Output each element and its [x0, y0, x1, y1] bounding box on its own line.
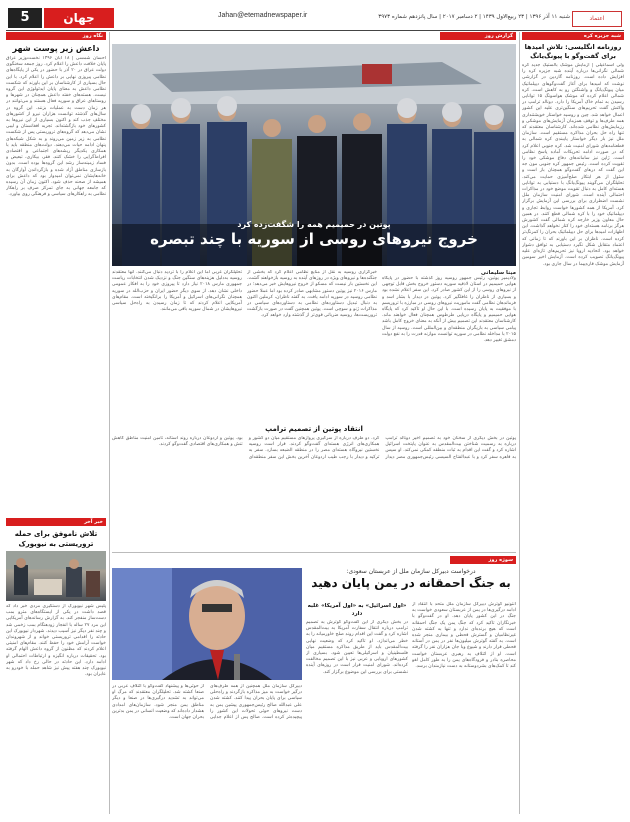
- main-headline: خروج نیروهای روسی از سوریه با چند تبصره: [150, 230, 478, 248]
- main-tag: گزارش روز: [440, 32, 516, 40]
- bottom-body-3: در بخش دیگری از این گفت‌وگو گوترش به تصمیم ترامپ درباره انتقال سفارت آمریکا به بیت‌المقدس اشاره کرد و گفت این اقدام روند صلح خاورمیانه را به خطر می‌اندازد. او تاکید کرد که وضعیت نهایی بیت‌المقدس باید از طریق مذاکره مستقیم میان فلسطینیان و اسرائیلی‌ها تعیین شود. بسیاری از کشورهای اروپایی و عربی نیز با این تصمیم مخالفت کرده‌اند. شورای امنیت قرار است در روزهای آینده نشستی برای بررسی این موضوع برگزار کند.: [306, 620, 408, 675]
- right-tag: شبه جزیره کره: [522, 32, 624, 40]
- bottom-subhead: «اول اسرائیل» به «اول آمریکا» غلبه دارد: [307, 603, 407, 617]
- bottom-headline-block: [306, 568, 516, 598]
- main-body-4: پوتین در بخش دیگری از سخنان خود به تصمیم اخیر دونالد ترامپ درباره به رسمیت شناختن بیت‌المقدس به عنوان پایتخت اسرائیل اشاره کرد و گفت این اقدام به ثبات منطقه کمکی نمی‌کند. او سپس به قاهره سفر کرد و با عبدالفتاح السیسی رئیس‌جمهوری مصر دیدار کرد. دو طرف درباره از سرگیری پروازهای مستقیم میان دو کشور و همکاری‌های انرژی هسته‌ای گفت‌وگو کردند. قرار است روسیه نخستین نیروگاه هسته‌ای مصر را در منطقه الضبعه بسازد. سفر به ترکیه و دیدار با رجب طیب اردوغان آخرین بخش این سفر منطقه‌ای بود. پوتین و اردوغان درباره روند آستانه، تامین امنیت مناطق کاهش تنش و همکاری‌های اقتصادی گفت‌وگو کردند.: [112, 436, 516, 460]
- main-caption-box: [122, 220, 506, 249]
- masthead: [6, 8, 624, 28]
- left-tag-2: خبر آخر: [6, 518, 106, 526]
- divider-bottom: [112, 552, 516, 553]
- left-column-2: [6, 518, 106, 814]
- guterres-illustration: [112, 568, 302, 680]
- bottom-col-1: [412, 602, 516, 814]
- right-body: ولی اسماعیلی | آزمایش موشک بالستیک جدید کره شمالی نگرانی‌ها درباره آینده شبه جزیره کره را افزایش داده است. روزنامه گاردین در گزارشی نوشت که امیدها برای آغاز گفت‌وگوهای دیپلماتیک میان پیونگ‌یانگ و واشنگتن رو به کاهش است. کره شمالی اعلام کرده که موشک هواسونگ ۱۵ توانایی رسیدن به تمام خاک آمریکا را دارد. دونالد ترامپ در واکنش گفت تحریم‌های سنگین‌تری علیه این کشور اعمال خواهد شد. چین و روسیه خواستار خویشتنداری همه طرف‌ها و توقف همزمان آزمایش‌های موشکی و رزمایش‌های نظامی شده‌اند. کارشناسان معتقدند که تنها راه حل بحران مذاکره مستقیم است. سازمان ملل نیز بار دیگر خواستار پایبندی کره شمالی به قطعنامه‌های شورای امنیت شد. کره جنوبی اعلام کرد که در صورت ادامه تحریکات آماده پاسخ نظامی است. ژاپن نیز سامانه‌های دفاع موشکی خود را تقویت کرده است. رئیس جمهور کره جنوبی مون جه این گفت که درهای گفت‌وگو همچنان باز است و سئول از هر ابتکار صلح‌آمیزی حمایت می‌کند. تحلیلگران می‌گویند پیونگ‌یانگ با دستیابی به توانایی هسته‌ای کامل به دنبال تقویت موضع خود در مذاکرات احتمالی آینده است. شورای امنیت سازمان ملل نشست اضطراری برای بررسی این آزمایش برگزار کرد. آمریکا از همه کشورها خواست روابط تجاری و دیپلماتیک خود را با کره شمالی قطع کنند. در همین حال معاون وزیر خارجه کره شمالی گفت کشورش هرگز برنامه هسته‌ای خود را کنار نخواهد گذاشت. این اظهارات امیدها برای حل دیپلماتیک بحران را کمرنگ‌تر کرده است. ناظران بر این باورند که تا زمانی که اعتماد متقابل شکل نگیرد دستیابی به توافق دشوار خواهد بود. اتحادیه اروپا نیز تحریم‌های تازه‌ای علیه پیونگ‌یانگ تصویب کرده است. آزمایش اخیر سومین آزمایش موشک قاره‌پیما در سال جاری بود.: [522, 63, 624, 267]
- main-header: [112, 32, 516, 42]
- bottom-body-2: دبیرکل سازمان ملل همچنین از همه طرف‌های درگیر خواست به میز مذاکره بازگردند و راه‌حلی سیاسی برای پایان بحران پیدا کنند. کشته شدن علی عبدالله صالح رئیس‌جمهوری پیشین یمن به دست نیروهای حوثی تحولات این کشور را پیچیده‌تر کرده است. صالح پس از اعلام جدایی از حوثی‌ها و پیشنهاد گفت‌وگو با ائتلاف عربی در صنعا کشته شد. تحلیلگران معتقدند که مرگ او می‌تواند به تشدید درگیری‌ها در صنعا و دیگر مناطق یمن منجر شود. سازمان‌های امدادی هشدار داده‌اند که وضعیت انسانی در یمن بدترین بحران جهان است.: [112, 684, 302, 721]
- main-col-1: [382, 270, 516, 420]
- main-body-1: ولادیمیر پوتین، رئیس جمهور روسیه روز گذشته با حضور در پایگاه هوایی حمیمیم در استان لاذقیه سوریه دستور خروج بخش قابل توجهی از نیروهای روسی را از این کشور صادر کرد. این سفر اعلام نشده بود و بسیاری از ناظران را غافلگیر کرد. پوتین در دیدار با بشار اسد و فرماندهان نظامی گفت ماموریت نیروهای روسی در مبارزه با تروریسم با موفقیت به پایان رسیده است. با این حال او تاکید کرد که پایگاه هوایی حمیمیم و پایگاه دریایی طرطوس همچنان فعال خواهند ماند. کارشناسان معتقدند این تصمیم بیش از آنکه به معنای خروج کامل باشد پیامی سیاسی به بازیگران منطقه‌ای و بین‌المللی است. روسیه از سال ۲۰۱۵ با مداخله نظامی در سوریه توانست موازنه قدرت را به نفع دولت دمشق تغییر دهد.: [382, 276, 516, 344]
- left-headline: داعش زیر پوست شهر: [12, 44, 100, 53]
- bottom-col-3: [112, 684, 302, 814]
- right-headline: روزنامه انگلیسی: تلاش امیدها برای گفت‌وگو با پیونگ‌یانگ: [524, 43, 622, 60]
- nyc-photo: [6, 551, 106, 601]
- left-headline-2: تلاش ناموفق برای حمله تروریستی به نیویورک: [14, 530, 98, 548]
- main-byline: مینا سلیمانی: [480, 270, 516, 276]
- left-column: [6, 32, 106, 516]
- left-body: احسان شمسی | ۱۸ آبان ۱۳۹۶ نخست‌وزیر عراق پایان خلافت داعش را اعلام کرد. روز جمعه سخنگوی دولت عراق در ۲۰ آذر با حضور در یکی از پایگاه‌های نظامی پیروزی نهایی بر داعش را اعلام کرد. با این حال بسیاری از کارشناسان بر این باورند که شکست نظامی داعش به معنای پایان ایدئولوژی این گروه نیست. هسته‌های خفته داعش همچنان در شهرها و روستاهای عراق و سوریه فعال هستند و می‌توانند در هر زمان دست به عملیات بزنند. این گروه در سال‌های گذشته توانست هزاران نیرو از کشورهای مختلف جذب کند و اکنون بسیاری از این نیروها به کشورهای خود بازگشته‌اند. تجربه افغانستان و لیبی نشان می‌دهد که گروه‌های تروریستی پس از شکست نظامی به زیر زمین می‌روند و به شکل شبکه‌های پنهان ادامه حیات می‌دهند. دولت‌های منطقه باید با همکاری یکدیگر ریشه‌های اجتماعی و اقتصادی افراط‌گرایی را خشک کنند. فقر، بیکاری، تبعیض و فساد زمینه‌ساز رشد این گروه‌ها بوده است. بدون بازسازی مناطق آزاد شده و بازگرداندن آوارگان به خانه‌هایشان نمی‌توان امیدوار بود که داعش برای همیشه از صحنه حذف شود. اکنون زمان آن رسیده که جامعه جهانی به جای تمرکز صرف بر راهکار نظامی به راهکارهای سیاسی و فرهنگی روی بیاورد.: [6, 56, 106, 198]
- email-link[interactable]: Jahan@etemadnewspaper.ir: [218, 12, 308, 19]
- main-kicker: پوتین در حمیمیم همه را شگفت‌زده کرد: [237, 220, 391, 229]
- main-subhead: انتقاد پوتین از تصمیم ترامپ: [265, 425, 363, 433]
- main-body-2: خبرگزاری روسیه به نقل از منابع نظامی اعلام کرد که بخشی از جنگنده‌ها و نیروهای ویژه در روزهای آینده به روسیه بازخواهند گشت. این نخستین بار نیست که مسکو از خروج نیروهایش خبر می‌دهد؛ در مارس ۲۰۱۶ نیز پوتین دستور مشابهی صادر کرده بود اما عملا حضور نظامی روسیه در سوریه ادامه یافت. به گفته ناظران، کرملین اکنون به دنبال تبدیل دستاوردهای نظامی به دستاوردهای سیاسی در مذاکرات ژنو و سوچی است. پوتین همچنین گفت در صورت بازگشت تروریست‌ها، روسیه ضرباتی قوی‌تر از گذشته وارد خواهد کرد.: [247, 270, 377, 319]
- dateline: شنبه ۱۱ آذر ۱۳۹۶ | ۲۳ ربیع‌الاول ۱۴۳۹ | ۲ دسامبر ۲۰۱۷ | سال پانزدهم شماره ۳۹۷۳: [378, 14, 570, 20]
- main-col-2: [247, 270, 377, 420]
- main-body-4-wrap: [112, 436, 516, 548]
- main-col-3: [112, 270, 242, 420]
- page-number: 5: [8, 8, 42, 28]
- main-photo: [112, 44, 516, 266]
- bottom-kicker: درخواست دبیرکل سازمان ملل از عربستان سعودی:: [346, 568, 476, 575]
- main-body-3: تحلیلگران غربی اما این اعلام را با تردید دنبال می‌کنند. آنها معتقدند روسیه به‌دلیل هزینه‌های سنگین جنگ و نزدیک شدن انتخابات ریاست جمهوری مارس ۲۰۱۸ نیاز دارد تا پیروزی خود را به افکار عمومی داخلی نشان دهد. از سوی دیگر حضور ایران و حزب‌الله در سوریه همچنان نگرانی‌های اسرائیل و آمریکا را برانگیخته است. مقام‌های آمریکایی اعلام کردند که تا زمان رسیدن به راه‌حل سیاسی نیروهایشان در شمال سوریه باقی می‌مانند.: [112, 270, 242, 313]
- divider-right: [519, 32, 520, 814]
- section-label: جهان: [44, 8, 114, 28]
- divider-left: [109, 32, 110, 814]
- newspaper-logo: اعتماد: [572, 11, 622, 27]
- masthead-rule: [6, 30, 624, 31]
- bottom-headline: به جنگ احمقانه در یمن پایان دهید: [311, 576, 511, 590]
- bottom-tag: سوژه روز: [450, 556, 516, 564]
- bottom-header: [112, 556, 516, 566]
- left-tag: نگاه روز: [6, 32, 106, 40]
- main-subhead-row: [112, 424, 516, 434]
- left-body-2: پلیس شهر نیویورک از دستگیری مردی خبر داد که قصد داشت در یکی از ایستگاه‌های مترو بمب دست‌ساز منفجر کند. به گزارش رسانه‌های آمریکایی این مرد ۲۷ ساله با انفجار زودهنگام بمب زخمی شد و چند نفر دیگر نیز آسیب دیدند. شهردار نیویورک این حادثه را اقدامی تروریستی خواند و از شهروندان خواست آرامش خود را حفظ کنند. مقام‌های امنیتی اعلام کردند که مظنون از گروه داعش الهام گرفته بود. تحقیقات درباره انگیزه و ارتباطات احتمالی او ادامه دارد. این حادثه در حالی رخ داد که شهر نیویورک چند هفته پیش نیز شاهد حمله با خودرو به عابران بود.: [6, 604, 106, 678]
- bottom-col-2: [306, 602, 408, 814]
- bottom-photo: [112, 568, 302, 680]
- police-scene-illustration: [6, 551, 106, 601]
- right-column: [522, 32, 624, 814]
- bottom-body-1: آنتونیو گوترش دبیرکل سازمان ملل متحد با انتقاد از ادامه درگیری‌ها در یمن از عربستان سعودی خواست به جنگ در این کشور پایان دهد. او در گفت‌وگو با خبرنگاران تاکید کرد که جنگ یمن یک جنگ احمقانه است که هیچ برنده‌ای ندارد و تنها به کشته شدن غیرنظامیان و گسترش قحطی و بیماری منجر شده است. به گفته گوترش میلیون‌ها نفر در یمن در آستانه قحطی قرار دارند و شیوع وبا جان هزاران نفر را گرفته است. او از ائتلاف به رهبری عربستان خواست محاصره بنادر و فرودگاه‌های یمن را به طور کامل لغو کند تا کمک‌های بشردوستانه به دست نیازمندان برسد.: [412, 602, 516, 670]
